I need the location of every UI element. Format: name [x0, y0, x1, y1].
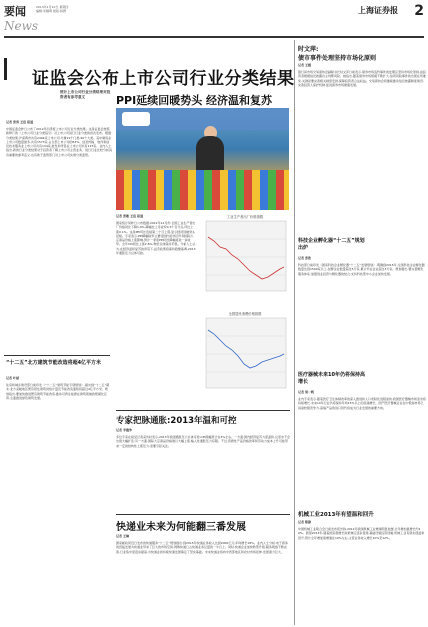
right-top-byline: 记者 王媛	[298, 63, 312, 67]
left-mid-body: 住房和城乡建设部日前印发《“十二五”建筑节能专项规划》,提出到“十二五”期末,北方采暖地区既有居住建筑供热计量及节能改造面积将超过4亿平方米。规划指出,要加快推进既有建筑节能改造,推动可再生能源在建筑领域的规模化应用,全面推进绿色建筑发展。	[6, 383, 110, 400]
issue-info	[36, 5, 68, 13]
expert-byline: 记者 李雁争	[116, 428, 133, 432]
right-top-headline: 债市事件处理坚持市场化原则	[298, 55, 377, 62]
left-mid-rule	[4, 355, 110, 356]
lead-byline: 记者 张勇 王佳 报道	[6, 120, 34, 124]
right-bot-headline: 机械工业2013年有望温和回升	[298, 512, 374, 518]
lead-marker	[4, 58, 7, 80]
expert-headline: 专家把脉通胀:2013年温和可控	[116, 416, 237, 426]
left-mid-byline: 记者 叶斌	[6, 376, 20, 380]
feature-headline: PPI延续回暖势头 经济温和复苏	[116, 94, 273, 107]
ppi-chart-title: 工业生产者出厂价格指数	[226, 215, 264, 219]
right-top-kicker: 时文萍:	[298, 46, 319, 53]
cpi-chart-frame	[206, 318, 286, 388]
right-mid2-body: 业内专家表示,随着医疗卫生体制改革的深入推进和人口老龄化进程加快,我国医疗器械市场需求将持续增长,未来10年行业仍将保持年均15%以上的高速增长。国产医疗器械企业在中低端市场已具备较强竞争力,高端产品的进口替代将成为行业发展的重要方向。	[298, 397, 426, 410]
right-mid-headline: 科技企业孵化器“十二五”规划出炉	[298, 238, 365, 251]
expert-rule	[116, 410, 290, 411]
bottom-rule	[116, 514, 290, 515]
cpi-chart-title: 全国居民消费价格指数	[228, 312, 262, 316]
right-mid-body: 科技部日前印发《国家科技企业孵化器“十二五”发展规划》,明确到2015年,全国科技企业孵化器数量达到1500家以上,在孵企业数量超过5万家,累计毕业企业超过3万家。规划提出,要完善孵化服务体系,加强创业投资与孵化器的结合,支持科技型中小企业加快发展。	[298, 263, 425, 276]
right-bot-byline: 记者 陈静	[298, 520, 312, 524]
publication-name: 上海证券报	[358, 5, 398, 15]
store-shelf	[116, 170, 289, 210]
bottom-headline: 快递业未来为何能翻三番发展	[116, 522, 246, 533]
bottom-body: 国家邮政局近日发布的快递服务“十二五”规划提出,到2015年快递业务收入达到2000亿元,年均增长18%。业内人士分析,电子商务的迅猛发展为快递业带来了巨大的市场空间,网购快递已占快递业务总量的一半以上。同时,快递企业加快转型升级,服务网络不断完善,行业集中度逐步提高,为快递业的持续快速发展奠定了坚实基础。未来快递业将向中西部地区和农村市场延伸,发展潜力巨大。	[116, 541, 288, 554]
feature-photo	[116, 108, 289, 210]
issue-editors: 编辑:朱耀明 组版:杨群	[36, 9, 66, 13]
right-bot-body: 中国机械工业联合会日前发布报告称,2012年我国机械工业增速明显放缓,全年增加值增长约10%。展望2013年,随着国家稳增长政策效应逐步显现,基础设施投资回暖,机械工业有望实现温和回升,预计全年增加值增速在10%左右,主营业务收入增长10%至12%。	[298, 527, 425, 540]
cpi-chart	[200, 316, 290, 396]
right-top-body: 银行间市场交易商协会副秘书长时文萍日前表示,债券市场违约事件的处理应坚持市场化原则,由投资者根据信息披露自主判断风险。她指出,随着债券市场规模不断扩大,信用风险事件的出现在所难免,关键是要完善相关制度安排,保障投资者合法权益。交易商协会将继续推动信息披露制度建设,完善投资人保护机制,促进债券市场健康发展。	[298, 70, 426, 87]
feature-byline: 记者 张敏 王佳 报道	[116, 214, 144, 218]
charts-panel	[200, 214, 290, 404]
store-logo	[122, 112, 150, 126]
bottom-byline: 记者 王琳	[116, 534, 130, 538]
ppi-chart-frame	[206, 221, 286, 291]
ppi-chart	[200, 219, 290, 299]
section-title-en: News	[4, 19, 39, 33]
lead-headline: 证监会公布上市公司行业分类结果	[32, 69, 295, 89]
issue-date: 2013年1月10日 星期四	[36, 5, 69, 9]
column-divider	[294, 40, 295, 625]
header-rule	[4, 36, 424, 38]
lead-body: 中国证监会昨日公布了2012年四季度上市公司行业分类结果。这是证监会按照新修订的《上市公司行业分类指引》对上市公司进行行业分类的首次发布。根据分类结果,沪深两市共有2494家上市公司,分属19个门类,90个大类。其中制造业上市公司数量最多,共有1573家,占全部上市公司的63%。信息传输、软件和信息技术服务业上市公司共有134家,批发和零售业上市公司共有127家。业内人士指出,新的行业分类结果对于投资者了解上市公司主营业务、进行行业比较分析具有重要的参考意义,也有助于监管部门对上市公司实施分类监管。	[6, 127, 112, 157]
right-mid2-headline: 医疗器械未来10年仍将保持高增长	[298, 372, 365, 385]
feature-body: 国家统计局昨日公布数据,2012年12月份,全国工业生产者出厂价格同比下降1.9%,降幅比上月收窄0.3个百分点,环比上涨0.1%。这是PPI环比连续第二个月上涨,显示经济回暖势头延续。专家表示,PPI降幅收窄主要受国内需求回升和国际大宗商品价格上涨影响,预计一季度PPI同比降幅将进一步收窄。全年CPI同比上涨2.6%,物价总体保持平稳。分析人士认为,在经济温和复苏的背景下,货币政策将保持稳健基调,2013年通胀压力总体可控。	[116, 221, 196, 256]
right-mid2-byline: 记者 胡一帆	[298, 390, 315, 394]
section-title: 要闻	[4, 5, 26, 18]
lead-summary: 统计上市公司行业分类结果对投资者有参考意义	[60, 90, 111, 99]
page-number: 2	[414, 3, 424, 19]
left-mid-headline: “十二五”北方建筑节能改造将超4亿平方米	[6, 360, 102, 366]
right-mid-byline: 记者 张欣	[298, 256, 312, 260]
expert-body: 多位专家在接受记者采访时表示,2013年我国通胀压力总体可控,CPI涨幅预计在3%左右。一方面,国内经济复苏力度温和,总需求不会出现大幅扩张;另一方面,国际大宗商品价格难以大幅上涨,输入性通胀压力有限。不过,资源性产品价格改革和劳动力成本上升可能带来一定的结构性上涨压力,需要引起关注。	[116, 435, 290, 448]
